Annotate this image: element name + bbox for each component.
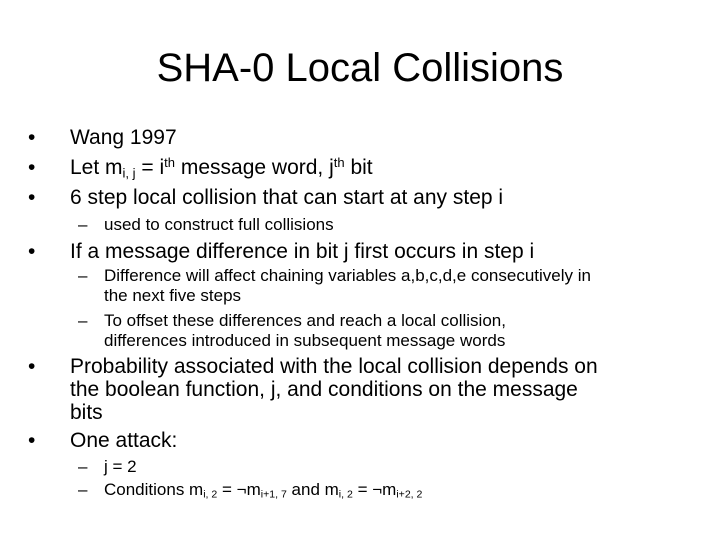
bullet-let (28, 154, 373, 181)
dash-marker: – (78, 215, 88, 234)
bullet-text: 6 step local collision that can start at any step i (70, 186, 504, 209)
sub-bullet-text: j = 2 (104, 457, 137, 476)
bullet-six-step (28, 186, 504, 209)
sub-bullet-difference (78, 266, 591, 306)
bullet-if-diff (28, 240, 535, 263)
bullet-dot: • (28, 429, 36, 452)
sub-bullet-text-cont: the next five steps (104, 286, 242, 305)
bullet-text-cont: bits (70, 401, 103, 424)
bullet-probability (28, 355, 598, 424)
bullet-dot: • (28, 156, 36, 179)
bullet-text: Let $m_{i, j} = i^{th}$ message word, $j^{th}$ bit (70, 154, 373, 181)
sub-bullet-text: To offset these differences and reach a local collision, (104, 311, 506, 330)
sub-bullet-text: Difference will affect chaining variables a,b,c,d,e consecutively in (104, 266, 591, 285)
bullet-dot: • (28, 355, 36, 378)
bullet-text: If a message difference in bit j first occurs in step i (70, 240, 535, 263)
bullet-dot: • (28, 240, 36, 263)
sub-bullet-used (78, 215, 334, 235)
dash-marker: – (78, 457, 88, 476)
bullet-wang (28, 126, 177, 149)
sub-bullet-text-cont: differences introduced in subsequent message words (104, 331, 506, 350)
sub-bullet-conditions (78, 480, 423, 501)
sub-bullet-offset (78, 311, 506, 351)
bullet-one-attack (28, 429, 178, 452)
sub-bullet-text: used to construct full collisions (104, 215, 334, 234)
bullet-text: Wang 1997 (70, 126, 177, 149)
sub-bullet-j (78, 457, 137, 477)
sub-bullet-text: Conditions $m_{i, 2}$ = $\neg m_{i+1, 7}$ and $m_{i, 2}$ = $\neg m_{i+2, 2}$ (104, 480, 423, 501)
dash-marker: – (78, 480, 88, 499)
bullet-dot: • (28, 186, 36, 209)
bullet-text: One attack: (70, 429, 178, 452)
dash-marker: – (78, 266, 88, 285)
bullet-text-cont: the boolean function, j, and conditions on the message (70, 378, 578, 401)
bullet-text: Probability associated with the local collision depends on (70, 355, 598, 378)
bullet-dot: • (28, 126, 36, 149)
dash-marker: – (78, 311, 88, 330)
slide-title: SHA-0 Local Collisions (156, 46, 564, 90)
